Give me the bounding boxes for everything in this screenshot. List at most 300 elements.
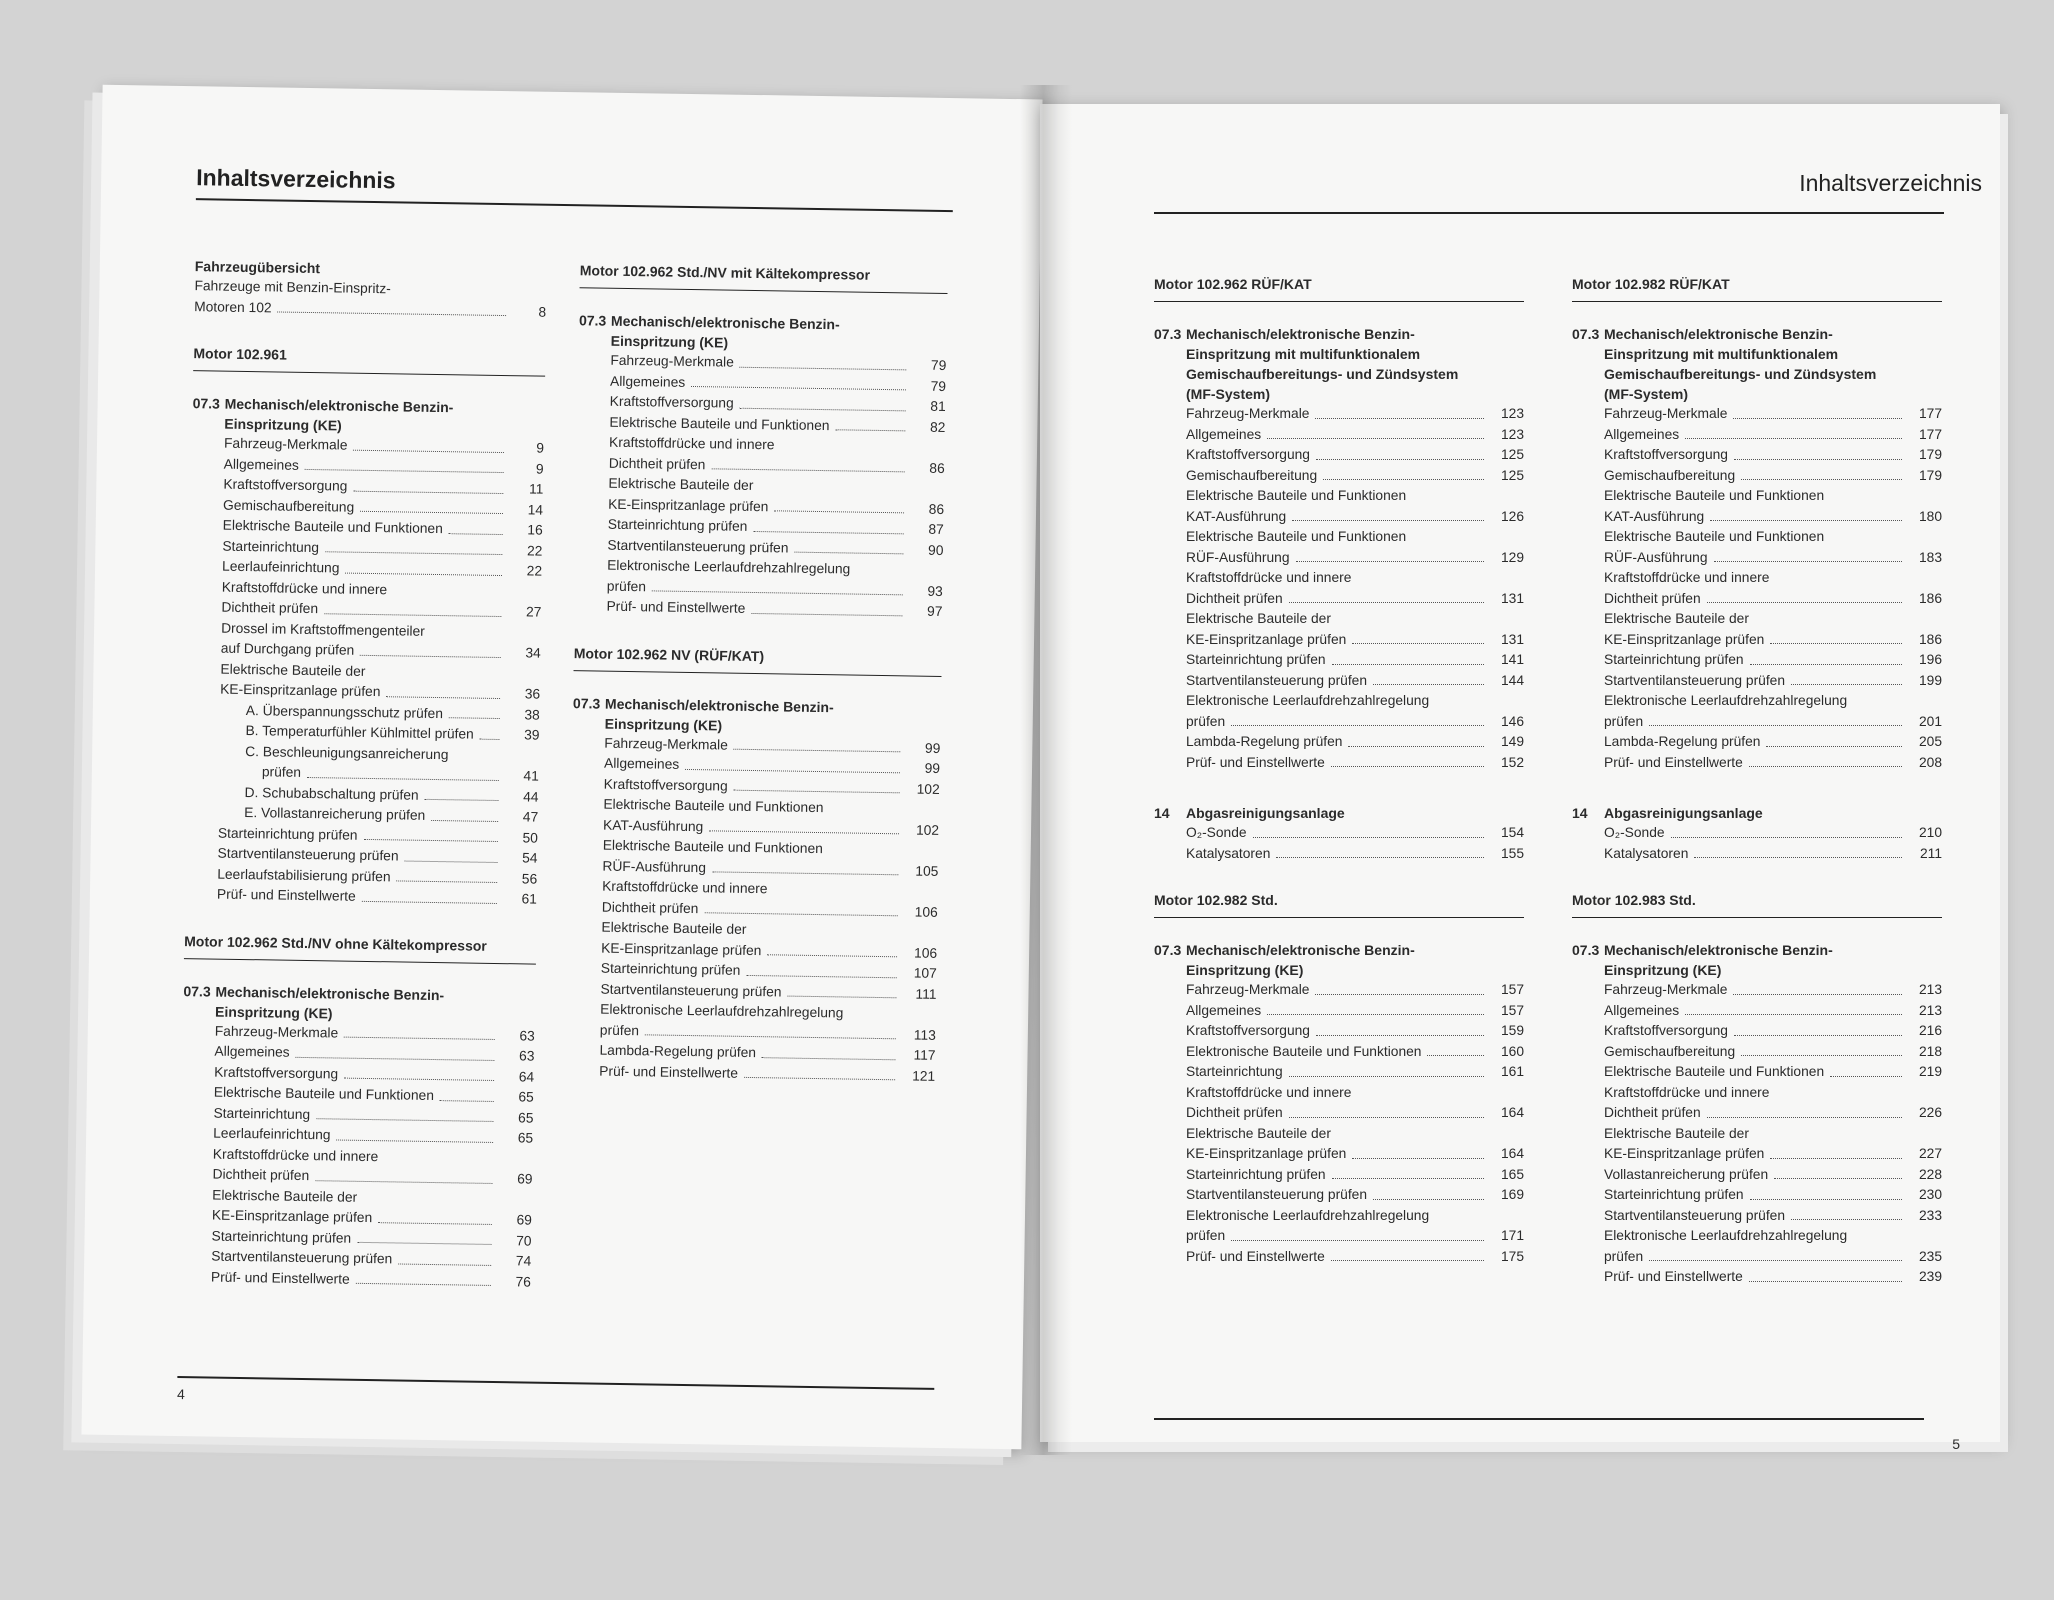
entry-page-number: 79 <box>930 378 947 394</box>
entry-title: Elektrische Bauteile und Funktionen <box>1186 529 1407 544</box>
toc-entry <box>567 1061 935 1087</box>
entry-title: Elektrische Bauteile und Funktionen <box>1186 488 1407 503</box>
dot-leader <box>1292 520 1484 521</box>
entry-title: Elektrische Bauteile und Funktionen <box>602 837 823 857</box>
entry-title: KAT-Ausführung <box>602 817 704 834</box>
entry-page-number: 218 <box>1918 1043 1942 1059</box>
dot-leader <box>1733 418 1902 419</box>
group-title <box>1154 803 1524 823</box>
entry-title: Kraftstoffversorgung <box>1604 447 1728 462</box>
toc-entry <box>1154 609 1524 630</box>
entry-page-number: 146 <box>1500 713 1524 729</box>
entry-title: Fahrzeug-Merkmale <box>610 352 734 370</box>
entry-title: Startventilansteuerung prüfen <box>1186 672 1368 688</box>
group-title-line: Abgasreinigungsanlage <box>1604 805 1763 821</box>
entry-title: Prüf- und Einstellwerte <box>1186 1248 1325 1264</box>
dot-leader <box>645 1034 896 1039</box>
entry-title: Fahrzeug-Merkmale <box>1604 982 1728 997</box>
dot-leader <box>1323 479 1484 480</box>
entry-page-number: 230 <box>1918 1187 1942 1202</box>
group-title-line: Mechanisch/elektronische Benzin- <box>1604 326 1833 342</box>
toc-entry <box>1154 1042 1524 1063</box>
toc-entry <box>1154 1103 1524 1124</box>
entry-title: Allgemeines <box>609 373 686 390</box>
entry-title: Starteinrichtung prüfen <box>607 516 748 534</box>
entry-page-number: 165 <box>1500 1166 1524 1182</box>
entry-title: KE-Einspritzanlage prüfen <box>1186 631 1347 647</box>
entry-title: prüfen <box>1604 713 1644 729</box>
entry-title: Allgemeines <box>1186 426 1262 442</box>
entry-page-number: 157 <box>1500 1002 1524 1018</box>
toc-entry <box>1154 527 1524 548</box>
toc-entry <box>1572 548 1942 569</box>
toc-section <box>1154 892 1524 1267</box>
entry-page-number: 22 <box>526 563 543 579</box>
dot-leader <box>1685 1014 1902 1015</box>
dot-leader <box>1289 1117 1484 1118</box>
toc-entry <box>185 884 537 910</box>
dot-leader <box>1332 1178 1484 1179</box>
entry-page-number: 36 <box>524 686 541 702</box>
entry-title: Prüf- und Einstellwerte <box>1604 1269 1743 1284</box>
dot-leader <box>1427 1055 1484 1056</box>
entry-title: Elektrische Bauteile und Funktionen <box>603 796 824 816</box>
entry-title: Elektronische Leerlaufdrehzahlregelung <box>607 557 851 577</box>
toc-entry <box>1154 1124 1524 1145</box>
entry-page-number: 144 <box>1500 672 1524 688</box>
entry-title: prüfen <box>261 764 302 780</box>
toc-entry <box>1572 823 1942 844</box>
toc-entry <box>1572 589 1942 610</box>
group-title-line: Mechanisch/elektronische Benzin- <box>224 395 454 416</box>
entry-page-number: 54 <box>522 850 538 866</box>
section-heading: Motor 102.962 NV (RÜF/KAT) <box>574 645 942 677</box>
group-title-line: Mechanisch/elektronische Benzin- <box>610 312 840 333</box>
entry-title: Elektrische Bauteile der <box>212 1187 358 1205</box>
entry-title: Elektrische Bauteile und Funktionen <box>213 1084 435 1104</box>
toc-section <box>1572 892 1942 1288</box>
group-number: 14 <box>1572 805 1588 821</box>
entry-title: Fahrzeug-Merkmale <box>1186 406 1310 421</box>
dot-leader <box>1791 684 1902 685</box>
toc-entry <box>1572 980 1942 1001</box>
entry-page-number: 219 <box>1918 1064 1942 1079</box>
dot-leader <box>431 819 498 821</box>
dot-leader <box>1671 837 1902 838</box>
dot-leader <box>316 1118 493 1122</box>
entry-title: Lambda-Regelung prüfen <box>1186 734 1343 749</box>
entry-page-number: 210 <box>1918 825 1942 840</box>
toc-entry <box>1572 445 1942 466</box>
group-title-line: Mechanisch/elektronische Benzin- <box>1186 942 1415 958</box>
entry-page-number: 14 <box>527 501 544 518</box>
entry-page-number: 86 <box>928 501 945 517</box>
entry-title: Startventilansteuerung prüfen <box>600 981 782 999</box>
entry-page-number: 213 <box>1918 1002 1942 1018</box>
dot-leader <box>744 1077 895 1080</box>
dot-leader <box>307 776 499 780</box>
entry-title: RÜF-Ausführung <box>602 858 707 875</box>
section-heading: Motor 102.961 <box>193 345 545 377</box>
entry-title: Kraftstoffversorgung <box>603 776 728 794</box>
entry-title: Dichtheit prüfen <box>221 599 319 617</box>
dot-leader <box>1348 746 1484 747</box>
toc-column-1 <box>178 256 547 1320</box>
toc-entry <box>1154 630 1524 651</box>
group-title-line: Einspritzung (KE) <box>610 332 729 351</box>
toc-entry <box>1572 466 1942 487</box>
entry-page-number: 106 <box>914 904 938 920</box>
entry-title: Fahrzeuge mit Benzin-Einspritz- <box>194 278 391 297</box>
section-heading: Motor 102.962 Std./NV ohne Kältekompressor <box>184 933 536 965</box>
toc-entry <box>1572 712 1942 733</box>
dot-leader <box>1289 602 1484 603</box>
entry-title: Startventilansteuerung prüfen <box>1604 672 1786 688</box>
entry-title: Elektrische Bauteile der <box>608 475 754 493</box>
toc-entry <box>1154 404 1524 425</box>
group-title <box>192 393 545 439</box>
toc-entry <box>1572 609 1942 630</box>
entry-title: Prüf- und Einstellwerte <box>606 598 746 616</box>
entry-title: A. Überspannungsschutz prüfen <box>245 702 444 721</box>
toc-entry <box>1572 1247 1942 1268</box>
entry-page-number: 141 <box>1500 652 1524 667</box>
toc-entry <box>1572 1062 1942 1083</box>
left-page <box>81 85 1042 1450</box>
entry-page-number: 102 <box>915 822 940 838</box>
entry-title: prüfen <box>1186 1228 1226 1243</box>
entry-title: Allgemeines <box>1186 1002 1262 1018</box>
dot-leader <box>1694 857 1902 858</box>
entry-title: RÜF-Ausführung <box>1186 549 1290 565</box>
toc-entry <box>1154 1226 1524 1247</box>
dot-leader <box>360 511 503 514</box>
toc-column-1 <box>1154 276 1524 1295</box>
entry-page-number: 90 <box>927 542 944 558</box>
entry-title: Leerlaufeinrichtung <box>213 1125 331 1143</box>
dot-leader <box>767 954 897 957</box>
entry-page-number: 131 <box>1500 631 1524 647</box>
entry-page-number: 239 <box>1918 1269 1942 1284</box>
group-title-line: Einspritzung (KE) <box>214 1003 333 1021</box>
group-number: 07.3 <box>572 694 601 712</box>
entry-title: C. Beschleunigungsanreicherung <box>245 743 449 762</box>
entry-title: Kraftstoffversorgung <box>609 393 734 411</box>
entry-page-number: 9 <box>535 461 544 477</box>
entry-page-number: 169 <box>1500 1187 1524 1202</box>
entry-page-number: 70 <box>516 1232 532 1249</box>
entry-title: Vollastanreicherung prüfen <box>1604 1166 1769 1182</box>
entry-title: auf Durchgang prüfen <box>220 640 355 658</box>
entry-page-number: 125 <box>1500 467 1524 483</box>
toc-entry <box>1154 568 1524 589</box>
entry-page-number: 44 <box>523 788 539 805</box>
toc-entry <box>194 297 546 323</box>
entry-page-number: 152 <box>1500 754 1524 770</box>
dot-leader <box>835 429 905 431</box>
entry-title: Starteinrichtung prüfen <box>211 1228 352 1246</box>
entry-page-number: 180 <box>1918 508 1942 524</box>
section-heading: Fahrzeugübersicht <box>194 258 321 277</box>
entry-title: Elektrische Bauteile der <box>601 919 747 937</box>
toc-section <box>574 262 948 622</box>
dot-leader <box>336 1139 493 1142</box>
page-number: 4 <box>176 1386 186 1403</box>
entry-title: Startventilansteuerung prüfen <box>211 1248 393 1267</box>
dot-leader <box>1710 520 1902 521</box>
entry-page-number: 186 <box>1918 631 1942 647</box>
entry-page-number: 65 <box>518 1109 534 1126</box>
entry-title: Elektrische Bauteile und Funktionen <box>1604 529 1825 544</box>
toc-entry <box>1572 568 1942 589</box>
entry-title: Dichtheit prüfen <box>608 455 706 472</box>
dot-leader <box>1749 1281 1902 1282</box>
entry-page-number: 79 <box>930 357 947 373</box>
entry-page-number: 123 <box>1500 426 1524 442</box>
dot-leader <box>1734 459 1902 460</box>
toc-entry <box>1154 466 1524 487</box>
group-number: 07.3 <box>1572 326 1600 342</box>
toc-entry <box>1572 1083 1942 1104</box>
group-title-line: (MF-System) <box>1604 386 1689 402</box>
toc-section <box>179 933 537 1293</box>
dot-leader <box>1316 1035 1484 1036</box>
entry-page-number: 63 <box>519 1027 535 1044</box>
toc-entry <box>1154 507 1524 528</box>
entry-page-number: 186 <box>1918 590 1942 606</box>
entry-page-number: 129 <box>1500 549 1524 565</box>
group-title <box>573 693 942 739</box>
toc-column-2 <box>567 262 948 1115</box>
toc-entry <box>1154 823 1524 844</box>
dot-leader <box>691 386 906 390</box>
dot-leader <box>1352 1158 1484 1159</box>
entry-page-number: 38 <box>524 706 540 723</box>
section-heading: Motor 102.983 Std. <box>1572 892 1942 918</box>
dot-leader <box>1749 766 1902 767</box>
entry-page-number: 226 <box>1918 1105 1942 1120</box>
entry-page-number: 102 <box>916 781 940 797</box>
entry-title: Starteinrichtung prüfen <box>600 960 741 978</box>
group-title-line: Einspritzung (KE) <box>224 415 342 434</box>
dot-leader <box>1331 1260 1484 1261</box>
entry-title: Fahrzeug-Merkmale <box>1186 982 1310 997</box>
section-heading: Motor 102.962 Std./NV mit Kältekompressor <box>580 262 948 294</box>
entry-title: Prüf- und Einstellwerte <box>599 1063 739 1081</box>
header-rule <box>196 198 953 212</box>
entry-title: Elektrische Bauteile und Funktionen <box>1604 488 1825 503</box>
toc-entry <box>1572 650 1942 671</box>
entry-page-number: 39 <box>524 727 540 743</box>
entry-title: Kraftstoffdrücke und innere <box>602 878 768 897</box>
entry-title: Dichtheit prüfen <box>601 899 699 916</box>
toc-entry <box>1572 753 1942 774</box>
entry-title: B. Temperaturfühler Kühlmittel prüfen <box>245 723 474 742</box>
dot-leader <box>356 1283 491 1286</box>
toc-entry <box>1572 1001 1942 1022</box>
dot-leader <box>1352 643 1484 644</box>
toc-entry <box>1154 1247 1524 1268</box>
entry-title: Allgemeines <box>223 456 299 473</box>
entry-title: Starteinrichtung <box>222 538 320 555</box>
dot-leader <box>325 551 502 555</box>
toc-entry <box>1154 844 1524 865</box>
entry-title: Allgemeines <box>603 755 680 772</box>
entry-page-number: 164 <box>1500 1105 1524 1120</box>
dot-leader <box>1770 1158 1902 1159</box>
dot-leader <box>1316 459 1484 460</box>
entry-title: Starteinrichtung prüfen <box>1186 1166 1326 1182</box>
dot-leader <box>1315 994 1484 995</box>
entry-page-number: 11 <box>528 481 544 497</box>
entry-title: KE-Einspritzanlage prüfen <box>1186 1146 1347 1161</box>
dot-leader <box>449 533 503 535</box>
toc-entry <box>574 596 942 622</box>
toc-entry <box>1572 507 1942 528</box>
dot-leader <box>1707 1117 1902 1118</box>
entry-title: Fahrzeug-Merkmale <box>214 1023 339 1041</box>
toc-entry <box>1154 753 1524 774</box>
toc-entry <box>1572 1185 1942 1206</box>
entry-page-number: 117 <box>913 1047 936 1063</box>
entry-page-number: 61 <box>521 891 538 907</box>
entry-title: Startventilansteuerung prüfen <box>1186 1187 1368 1202</box>
entry-title: KE-Einspritzanlage prüfen <box>1604 1146 1765 1161</box>
dot-leader <box>345 572 502 575</box>
entry-page-number: 87 <box>928 521 944 537</box>
dot-leader <box>386 696 500 699</box>
entry-page-number: 179 <box>1918 447 1942 462</box>
entry-page-number: 41 <box>523 768 539 784</box>
toc-entry <box>1572 1021 1942 1042</box>
group-title-line: Gemischaufbereitungs- und Zündsystem <box>1186 366 1459 382</box>
entry-page-number: 131 <box>1500 590 1524 606</box>
dot-leader <box>1770 643 1902 644</box>
group-number: 14 <box>1154 805 1170 821</box>
dot-leader <box>378 1222 492 1225</box>
entry-title: Gemischaufbereitung <box>1186 467 1318 483</box>
dot-leader <box>1331 766 1484 767</box>
entry-page-number: 205 <box>1918 734 1942 749</box>
dot-leader <box>1707 602 1902 603</box>
dot-leader <box>357 1242 491 1245</box>
entry-title: Startventilansteuerung prüfen <box>1604 1207 1786 1223</box>
entry-page-number: 175 <box>1500 1248 1524 1264</box>
dot-leader <box>344 1037 495 1040</box>
entry-page-number: 16 <box>527 522 543 538</box>
dot-leader <box>398 1263 491 1265</box>
entry-title: prüfen <box>1186 713 1226 729</box>
group-title-line: Einspritzung mit multifunktionalem <box>1604 346 1839 362</box>
dot-leader <box>1774 1178 1902 1179</box>
dot-leader <box>344 1078 494 1081</box>
entry-page-number: 177 <box>1918 406 1942 421</box>
entry-page-number: 107 <box>913 965 937 981</box>
entry-title: Elektrische Bauteile der <box>1604 611 1749 626</box>
entry-title: Starteinrichtung prüfen <box>217 825 358 843</box>
toc-entry <box>1154 1001 1524 1022</box>
toc-entry <box>1572 1165 1942 1186</box>
entry-title: Kraftstoffdrücke und innere <box>1604 570 1770 585</box>
entry-title: Prüf- und Einstellwerte <box>1186 754 1325 770</box>
entry-page-number: 82 <box>929 419 946 435</box>
entry-title: Elektrische Bauteile und Funktionen <box>1604 1064 1825 1079</box>
dot-leader <box>1276 857 1484 858</box>
entry-page-number: 177 <box>1918 426 1942 442</box>
entry-page-number: 160 <box>1500 1043 1524 1059</box>
entry-title: KE-Einspritzanlage prüfen <box>1604 631 1765 647</box>
entry-page-number: 213 <box>1918 982 1942 997</box>
entry-title: Kraftstoffdrücke und innere <box>1186 570 1352 585</box>
group-title-line: Mechanisch/elektronische Benzin- <box>1186 326 1415 342</box>
dot-leader <box>1373 1199 1484 1200</box>
entry-title: Starteinrichtung prüfen <box>1604 652 1744 667</box>
entry-page-number: 121 <box>912 1068 936 1084</box>
toc-entry <box>1154 445 1524 466</box>
dot-leader <box>480 738 500 739</box>
entry-title: KE-Einspritzanlage prüfen <box>608 496 769 514</box>
group-title-line: Mechanisch/elektronische Benzin- <box>604 695 834 715</box>
entry-title: Kraftstoffversorgung <box>1186 447 1310 462</box>
entry-page-number: 201 <box>1918 713 1942 729</box>
dot-leader <box>685 768 900 772</box>
entry-page-number: 34 <box>525 645 541 661</box>
toc-entry <box>1154 1083 1524 1104</box>
entry-title: Elektronische Bauteile und Funktionen <box>1186 1043 1422 1059</box>
group-title-line: Einspritzung (KE) <box>1604 962 1722 978</box>
dot-leader <box>449 717 500 719</box>
toc-section <box>1572 276 1942 864</box>
toc-entry <box>1572 1206 1942 1227</box>
entry-page-number: 159 <box>1500 1023 1524 1038</box>
entry-title: Kraftstoffversorgung <box>223 476 348 494</box>
entry-page-number: 154 <box>1500 825 1524 840</box>
group-title-line: Einspritzung mit multifunktionalem <box>1186 346 1421 362</box>
dot-leader <box>363 839 497 842</box>
entry-title: E. Vollastanreicherung prüfen <box>244 805 426 823</box>
entry-title: Startventilansteuerung prüfen <box>607 537 789 556</box>
group-title-line: Einspritzung (KE) <box>604 715 723 734</box>
group-title <box>1572 803 1942 823</box>
entry-page-number: 161 <box>1500 1064 1524 1079</box>
toc-entry <box>1154 1206 1524 1227</box>
entry-title: Elektrische Bauteile und Funktionen <box>609 414 830 433</box>
dot-leader <box>734 749 901 753</box>
entry-title: Prüf- und Einstellwerte <box>210 1269 350 1287</box>
entry-title: Kraftstoffversorgung <box>1604 1023 1728 1038</box>
toc-section <box>194 256 547 323</box>
dot-leader <box>1734 1035 1902 1036</box>
toc-entry <box>1154 980 1524 1001</box>
entry-title: Kraftstoffversorgung <box>1186 1023 1310 1038</box>
entry-page-number: 123 <box>1500 406 1524 421</box>
entry-page-number: 74 <box>515 1253 532 1269</box>
group-number: 07.3 <box>192 395 221 412</box>
dot-leader <box>734 790 900 794</box>
group-title-line: (MF-System) <box>1186 386 1271 402</box>
group-title <box>579 310 948 356</box>
dot-leader <box>1750 664 1902 665</box>
entry-title: O₂-Sonde <box>1186 825 1247 840</box>
toc-entry <box>1572 691 1942 712</box>
dot-leader <box>652 590 903 595</box>
group-title <box>1572 940 1942 980</box>
toc-entry <box>1154 732 1524 753</box>
entry-title: Motoren 102 <box>194 298 272 315</box>
dot-leader <box>1373 684 1484 685</box>
group-title <box>1154 324 1524 404</box>
dot-leader <box>305 469 504 473</box>
